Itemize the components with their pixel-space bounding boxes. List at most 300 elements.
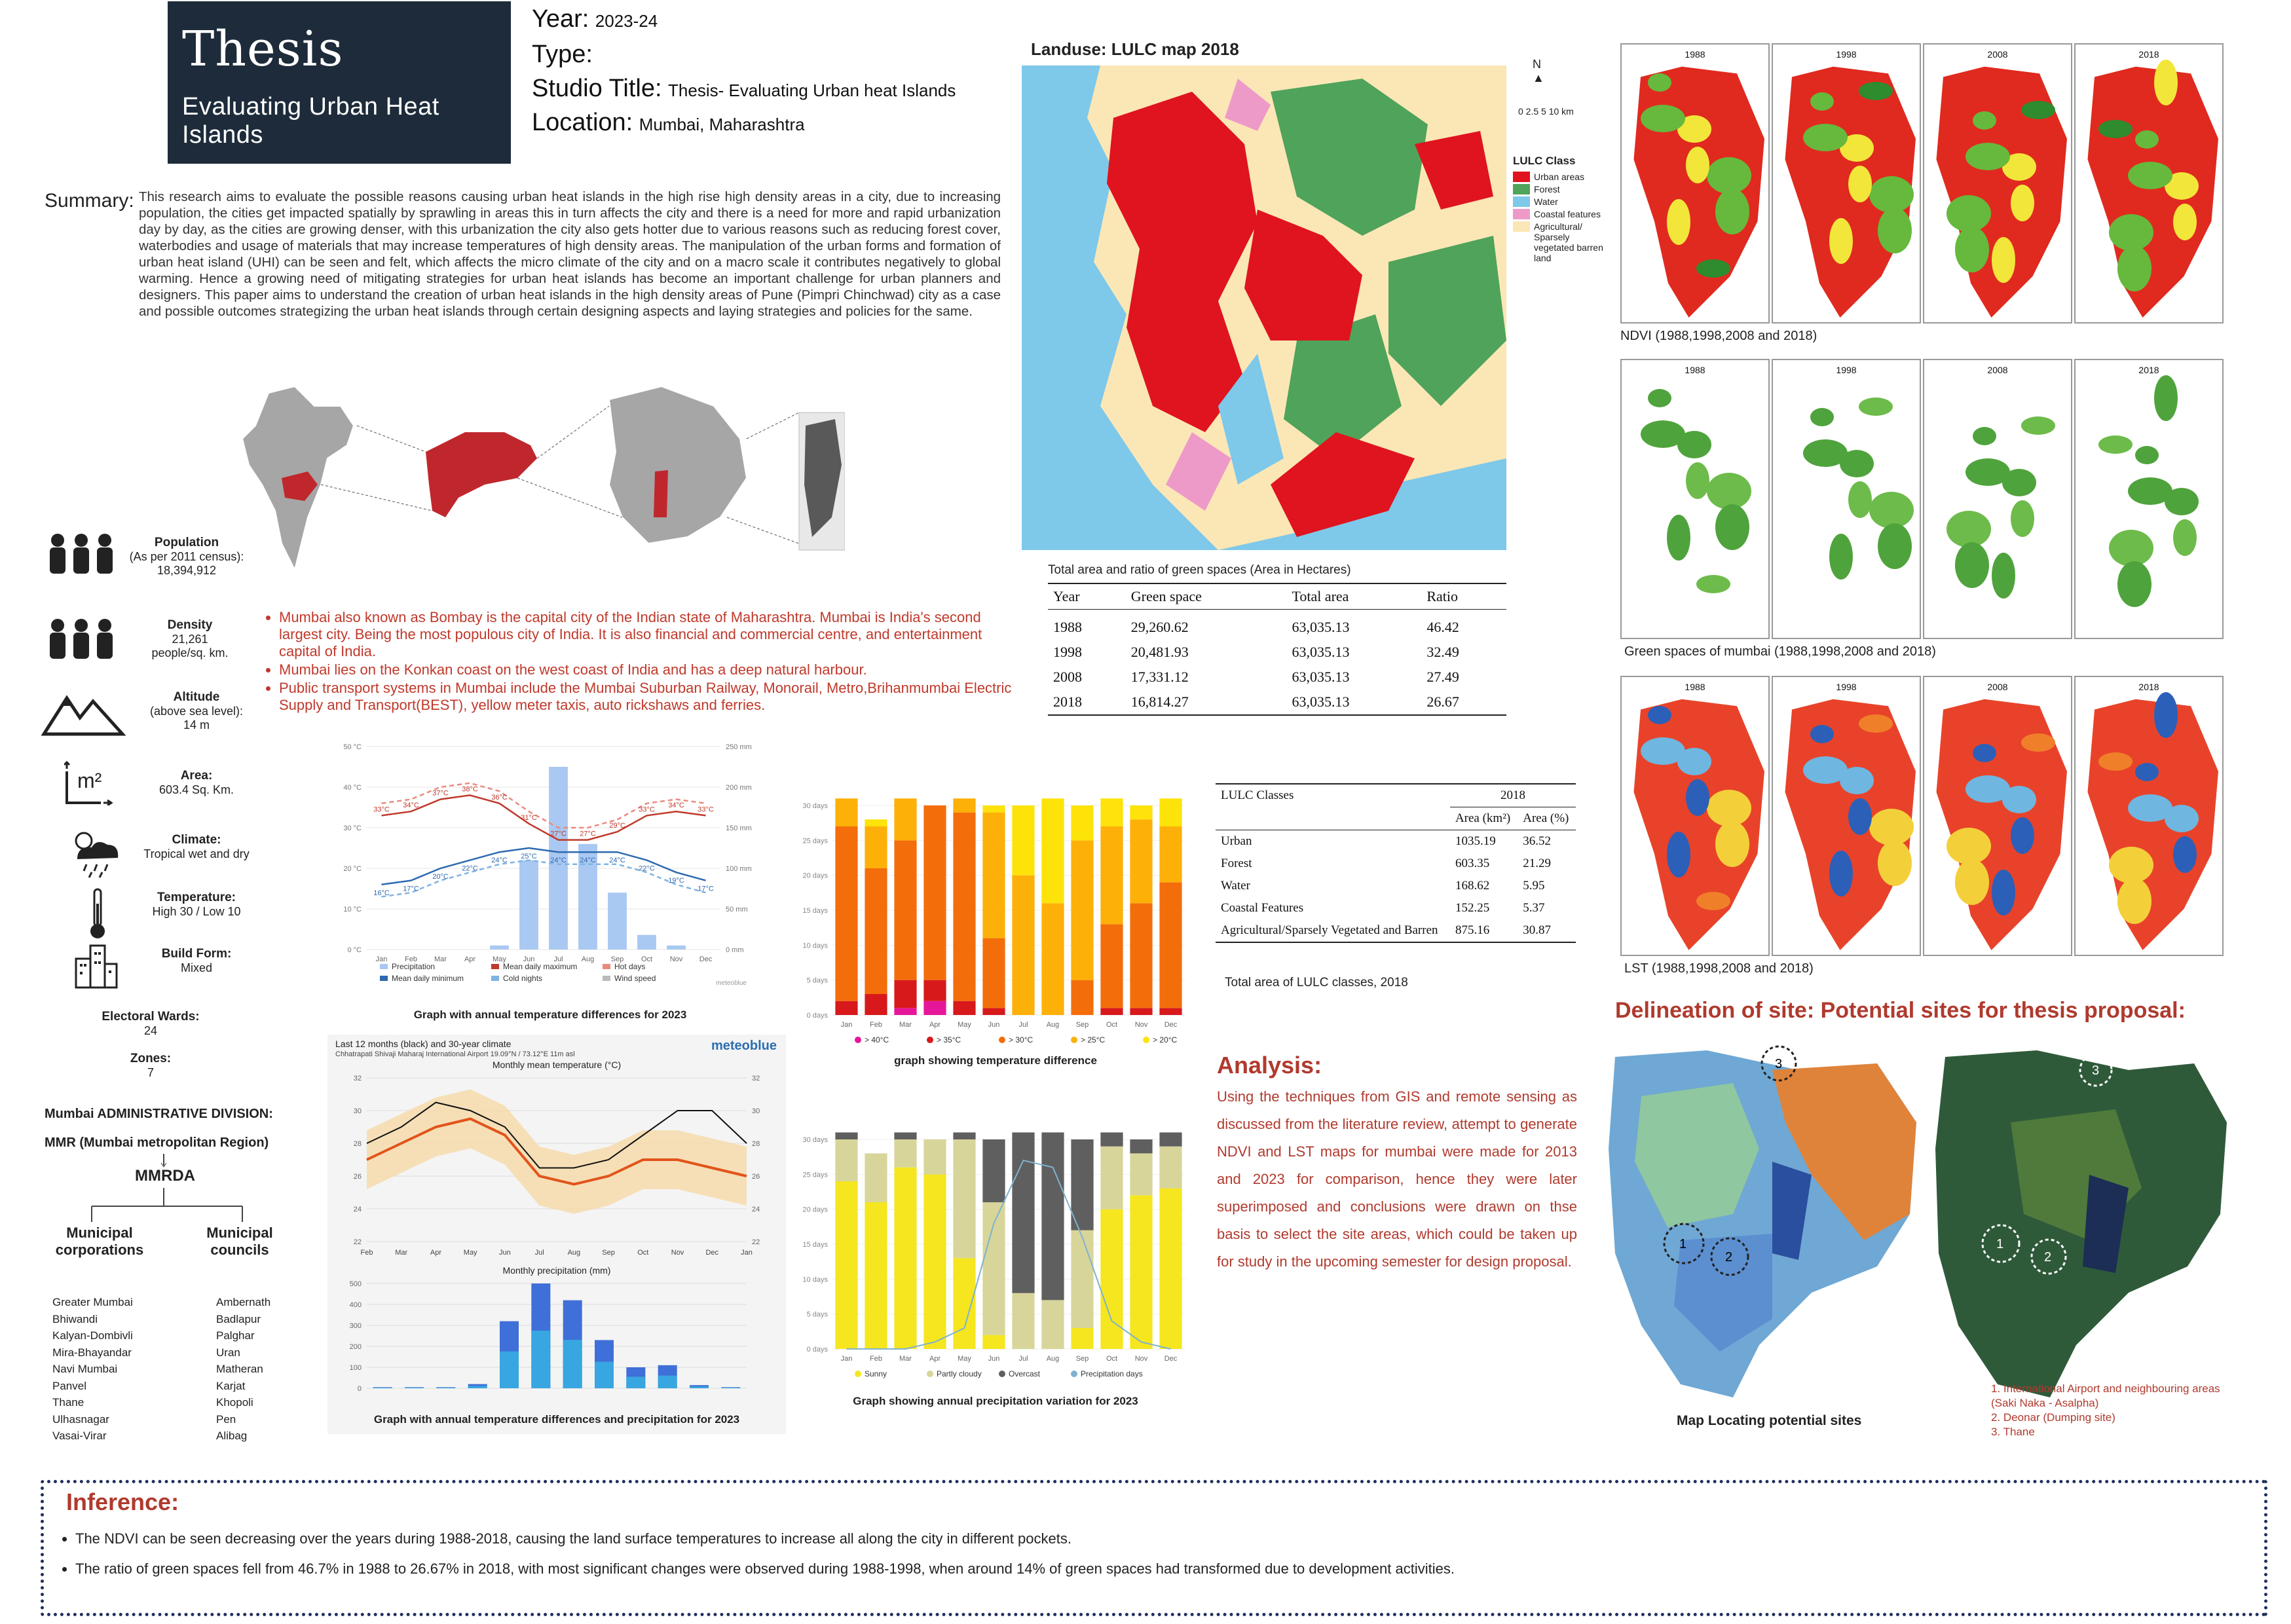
y-tick-label: 0 days <box>806 1346 828 1354</box>
precip-variation-chart <box>792 1126 1199 1414</box>
precip-bar-lower <box>626 1376 645 1388</box>
site-map-lst <box>1602 1044 1923 1411</box>
marker-2: 2 <box>1725 1250 1733 1264</box>
x-tick-label: Aug <box>581 955 595 963</box>
land-patch <box>2109 530 2153 566</box>
climate-chart <box>327 733 773 1021</box>
map-thumbnail <box>1620 43 1770 323</box>
legend-label: > 20°C <box>1153 1035 1178 1044</box>
stack-segment <box>1130 1195 1152 1349</box>
stack-segment <box>1071 840 1093 980</box>
meta-location: Location: Mumbai, Maharashtra <box>532 109 805 136</box>
x-tick-label: Jun <box>499 1249 511 1257</box>
ndvi-maps <box>1620 43 2226 325</box>
stack-segment <box>1130 1139 1152 1153</box>
stack-segment <box>865 1202 887 1349</box>
x-tick-label: Jan <box>840 1355 853 1363</box>
x-tick-label: Dec <box>1164 1355 1178 1363</box>
min-temp-label: 22°C <box>462 864 478 873</box>
max-temp-label: 29°C <box>609 822 625 830</box>
stack-segment <box>1041 1132 1064 1300</box>
meta-year: Year: 2023-24 <box>532 5 658 33</box>
land-patch <box>1878 523 1912 569</box>
land-patch <box>1641 737 1685 765</box>
year-label: 1998 <box>1836 365 1857 375</box>
marker-2-sat: 2 <box>2044 1250 2052 1264</box>
precip-bar-lower <box>563 1340 582 1388</box>
year-label: 2008 <box>1987 365 2008 375</box>
table-row: 1988 29,260.62 63,035.13 46.42 <box>1053 619 1459 635</box>
stack-segment <box>835 1181 857 1349</box>
stack-segment <box>1071 1139 1093 1230</box>
y-tick-label: 10 °C <box>343 906 362 913</box>
min-temp-line <box>382 848 706 885</box>
stack-segment <box>1159 1008 1182 1015</box>
land-patch <box>1829 534 1853 580</box>
land-patch <box>1696 575 1730 593</box>
year-label: 1988 <box>1685 49 1705 60</box>
x-tick-label: Jan <box>840 1021 853 1029</box>
table-row: 2008 17,331.12 63,035.13 27.49 <box>1053 669 1459 685</box>
min-temp-label: 16°C <box>373 889 390 897</box>
legend-swatch <box>999 1371 1005 1377</box>
land-patch <box>1707 790 1751 826</box>
stat-wards: Electoral Wards: 24 <box>102 1010 200 1037</box>
x-tick-label: Jul <box>1018 1021 1028 1029</box>
thermometer-icon <box>88 888 107 940</box>
land-patch <box>1869 176 1914 213</box>
y-tick-label: 10 days <box>802 1276 828 1284</box>
min-temp-label: 24°C <box>609 857 625 865</box>
x-tick-label: May <box>493 955 506 963</box>
precip-bar-lower <box>500 1352 519 1388</box>
council-list: Ambernath Badlapur Palghar Uran Matheran Karjat Khopoli Pen Alibag <box>216 1296 271 1442</box>
precip-variation-caption: Graph showing annual precipitation variation for 2023 <box>853 1395 1138 1407</box>
map-thumbnail <box>1772 359 1921 639</box>
x-tick-label: Feb <box>405 955 417 963</box>
legend-swatch <box>999 1037 1005 1043</box>
x-tick-label: Nov <box>671 1249 684 1257</box>
x-tick-label: Mar <box>395 1249 408 1257</box>
land-patch <box>1955 859 1989 905</box>
meta-studio: Studio Title: Thesis- Evaluating Urban heat Islands <box>532 75 956 102</box>
stack-segment <box>1041 1300 1064 1349</box>
legend-swatch <box>927 1037 933 1043</box>
x-tick-label: Apr <box>929 1021 941 1029</box>
land-patch <box>1848 798 1872 835</box>
stack-segment <box>982 1008 1005 1015</box>
year-label: 2008 <box>1987 682 2008 692</box>
legend-swatch <box>855 1037 861 1043</box>
mean-temp-chart <box>327 1035 786 1434</box>
land-patch <box>2117 561 2151 607</box>
stat-area: Area: 603.4 Sq. Km. <box>158 769 234 796</box>
max-temp-line <box>382 795 706 840</box>
x-tick-label: Aug <box>1046 1021 1060 1029</box>
hot-days-line <box>382 783 706 828</box>
y-tick-label: 100 <box>349 1364 362 1372</box>
stack-segment <box>982 938 1005 1008</box>
x-tick-label: Jun <box>523 955 535 963</box>
stack-segment <box>953 1139 975 1258</box>
title-main: Thesis <box>182 21 344 77</box>
y-tick-label: 200 <box>349 1343 362 1351</box>
land-patch <box>1810 92 1834 111</box>
land-patch <box>2154 375 2178 421</box>
land-patch <box>1715 821 1749 867</box>
x-tick-label: Dec <box>705 1249 719 1257</box>
legend-label: Precipitation <box>392 962 436 971</box>
x-tick-label: Jul <box>534 1249 544 1257</box>
map-thumbnail <box>1772 676 1921 956</box>
year-label: 1998 <box>1836 682 1857 692</box>
land-patch <box>1973 427 1996 445</box>
mumbai-facts <box>262 609 1015 715</box>
legend-swatch <box>1071 1371 1077 1377</box>
y2-tick-label: 200 mm <box>726 784 752 792</box>
land-patch <box>1707 473 1751 509</box>
stack-segment <box>1012 1132 1034 1293</box>
land-patch <box>1648 389 1671 407</box>
legend-label: Precipitation days <box>1081 1369 1143 1378</box>
x-tick-label: Dec <box>1164 1021 1178 1029</box>
stat-temperature: Temperature: High 30 / Low 10 <box>152 891 241 918</box>
land-patch <box>2154 692 2178 738</box>
year-label: 2008 <box>1987 49 2008 60</box>
x-tick-label: Feb <box>360 1249 373 1257</box>
mmr-map <box>609 386 747 544</box>
stat-density: Density 21,261 people/sq. km. <box>151 618 229 659</box>
land-patch <box>1869 809 1914 845</box>
green-table: Year Green space Total area Ratio 1988 29,260.62 63,035.13 46.42 1998 20,481.93 63,035.13 32.49 2008 17,331.12 63,035.13 27.49 2018 16,814.27 63,035.13 26.67 <box>1048 583 1506 716</box>
admin-mmr: MMR (Mumbai metropolitan Region) <box>45 1135 269 1150</box>
max-temp-label: 33°C <box>698 805 714 814</box>
legend-label: Forest <box>1534 184 1560 194</box>
x-tick-label: Aug <box>567 1249 581 1257</box>
x-tick-label: Oct <box>1106 1021 1118 1029</box>
legend-label: Agricultural/ Sparsely vegetated barren land <box>1534 221 1603 263</box>
map-thumbnail <box>1923 676 2072 956</box>
x-tick-label: Apr <box>430 1249 442 1257</box>
y-tick-label: 25 days <box>802 1171 828 1179</box>
legend-item <box>1513 221 1611 263</box>
green-caption: Green spaces of mumbai (1988,1998,2008 and 2018) <box>1624 644 1936 659</box>
land-patch <box>1803 756 1848 784</box>
stack-segment <box>1012 1293 1034 1349</box>
stack-segment <box>1100 798 1123 826</box>
land-patch <box>1992 553 2015 599</box>
legend-item <box>1513 209 1611 219</box>
site-3: 3. Thane <box>1991 1426 2035 1438</box>
land-patch <box>1965 775 2010 803</box>
site-2: 2. Deonar (Dumping site) <box>1991 1411 2115 1424</box>
lst-maps <box>1620 676 2226 959</box>
precip-bar <box>608 893 627 950</box>
y2-tick-label: 100 mm <box>726 865 752 873</box>
legend-item <box>1513 172 1611 182</box>
precip-bar-lower <box>690 1386 709 1388</box>
mean-temp-header: Last 12 months (black) and 30-year climate <box>335 1039 512 1049</box>
max-temp-label: 27°C <box>580 830 596 838</box>
temp-diff-svg <box>792 792 1199 1054</box>
stack-segment <box>1100 1209 1123 1349</box>
land-patch <box>1707 157 1751 194</box>
green-table-title: Total area and ratio of green spaces (Area in Hectares) <box>1048 563 1351 577</box>
y-tick-label: 300 <box>349 1322 362 1330</box>
max-temp-label: 33°C <box>373 805 390 814</box>
land-patch <box>1803 124 1848 151</box>
table-row: Coastal Features 152.25 5.37 <box>1221 901 1545 915</box>
y-tick-label: 30 <box>353 1107 362 1115</box>
x-tick-label: Sep <box>602 1249 615 1257</box>
climate-range-band <box>367 1090 747 1214</box>
stack-segment <box>1012 876 1034 1015</box>
land-patch <box>2135 446 2159 464</box>
x-tick-label: Jan <box>375 955 388 963</box>
temp-diff-caption: graph showing temperature difference <box>894 1054 1097 1067</box>
stack-segment <box>1159 1147 1182 1189</box>
legend-label: Hot days <box>614 962 646 971</box>
stack-segment <box>1100 924 1123 1008</box>
stack-segment <box>923 1139 946 1174</box>
legend-label: > 25°C <box>1081 1035 1106 1044</box>
stack-segment <box>1100 1132 1123 1146</box>
green-space-maps <box>1620 359 2226 640</box>
stack-segment <box>953 813 975 1001</box>
stack-segment <box>1100 1008 1123 1015</box>
stack-segment <box>894 1132 916 1139</box>
land-patch <box>2011 817 2034 854</box>
location-maps <box>242 386 845 576</box>
legend-item <box>1513 184 1611 194</box>
y2-tick-label: 26 <box>752 1173 760 1181</box>
legend-swatch <box>1513 196 1530 207</box>
density-icon <box>45 616 118 661</box>
land-patch <box>1965 458 2010 486</box>
stack-segment <box>1130 805 1152 819</box>
y-tick-label: 20 days <box>802 1206 828 1214</box>
stack-segment <box>1041 798 1064 903</box>
legend-label: Water <box>1534 196 1558 207</box>
marker-3: 3 <box>1775 1057 1783 1071</box>
x-tick-label: Sep <box>610 955 624 963</box>
land-patch <box>1973 111 1996 130</box>
stack-segment <box>865 819 887 826</box>
legend-swatch <box>491 964 499 969</box>
stack-segment <box>1159 826 1182 882</box>
stack-segment <box>894 840 916 980</box>
legend-swatch <box>1513 221 1530 232</box>
land-patch <box>1946 195 1991 232</box>
lulc-scale: 0 2.5 5 10 km <box>1518 106 1574 117</box>
year-label: 2018 <box>2138 49 2159 60</box>
x-tick-label: Mar <box>899 1021 912 1029</box>
y2-tick-label: 50 mm <box>726 906 748 913</box>
year-label: 2018 <box>2138 365 2159 375</box>
y2-tick-label: 250 mm <box>726 743 752 751</box>
map-thumbnail <box>1620 359 1770 639</box>
stack-segment <box>894 1139 916 1168</box>
land-patch <box>1667 199 1690 245</box>
land-patch <box>1667 832 1690 877</box>
maharashtra-map <box>426 432 537 517</box>
map-thumbnail <box>2074 43 2224 323</box>
land-patch <box>1878 208 1912 253</box>
land-patch <box>1955 227 1989 272</box>
inference-point-1: • The NDVI can be seen decreasing over the years during 1988-2018, causing the land surface temperatures to increase all along the city in different pockets. <box>75 1524 1455 1554</box>
legend-label: Cold nights <box>503 974 543 983</box>
stack-segment <box>1130 1153 1152 1195</box>
fact-1: • Mumbai also known as Bombay is the capital city of the Indian state of Maharashtra. Mumbai is India's second largest city. Being the most populous city of India. It is also financial and commercial centre, and entertainment capital of India. <box>279 609 1015 660</box>
temp-diff-chart <box>792 792 1199 1074</box>
lulc-table: LULC Classes 2018 Area (km²) Area (%) Urban 1035.19 36.52 Forest 603.35 21.29 Water 168.62 5.95 Coastal Features 152.25 5.37 Agricultural/Sparsely Vegetated and Barren 875.16 30.87 <box>1216 783 1576 943</box>
precip-bar-lower <box>468 1386 487 1388</box>
x-tick-label: Jul <box>1018 1355 1028 1363</box>
weather-icon <box>64 826 123 879</box>
min-temp-label: 22°C <box>639 864 655 873</box>
admin-tree-lines <box>85 1154 269 1226</box>
precip-bar <box>519 860 538 950</box>
stack-segment <box>1071 1328 1093 1349</box>
land-patch <box>2117 246 2151 291</box>
precip-bar-lower <box>595 1362 614 1388</box>
y-tick-label: 20 days <box>802 872 828 880</box>
stack-segment <box>865 1153 887 1202</box>
map-thumbnail <box>1772 43 1921 323</box>
land-patch <box>1848 166 1872 202</box>
lulc-legend-title: LULC Class <box>1513 155 1576 167</box>
mountain-icon <box>41 692 126 737</box>
land-patch <box>1973 744 1996 762</box>
land-patch <box>2098 120 2133 138</box>
land-patch <box>1686 462 1709 499</box>
stack-segment <box>953 798 975 812</box>
inference-title: Inference: <box>66 1488 179 1515</box>
x-tick-label: Dec <box>699 955 713 963</box>
land-patch <box>1686 779 1709 816</box>
map-thumbnail <box>2074 359 2224 639</box>
stack-segment <box>1041 903 1064 1015</box>
table-row: Urban 1035.19 36.52 <box>1221 834 1551 848</box>
y-tick-label: 0 <box>357 1385 362 1393</box>
land-patch <box>1641 420 1685 448</box>
x-tick-label: Oct <box>637 1249 649 1257</box>
y-tick-label: 28 <box>353 1140 362 1148</box>
land-patch <box>2173 836 2197 873</box>
stack-segment <box>835 826 857 1001</box>
legend-label: Wind speed <box>614 974 656 983</box>
land-patch <box>2135 130 2159 149</box>
precip-bar-lower <box>658 1376 677 1388</box>
buildings-icon <box>73 943 119 989</box>
y-tick-label: 5 days <box>806 1310 828 1319</box>
legend-swatch <box>380 964 388 969</box>
council-title: Municipal councils <box>206 1225 273 1258</box>
stack-segment <box>835 1139 857 1181</box>
meteoblue-logo: meteoblue <box>711 1039 777 1053</box>
min-temp-label: 25°C <box>521 853 537 860</box>
land-patch <box>1859 397 1893 416</box>
y-tick-label: 30 days <box>802 802 828 810</box>
legend-swatch <box>1513 209 1530 219</box>
map-thumbnail <box>2074 676 2224 956</box>
climate-caption: Graph with annual temperature differences for 2023 <box>413 1008 687 1021</box>
x-tick-label: Aug <box>1046 1355 1060 1363</box>
legend-item <box>1513 196 1611 207</box>
monthly-precip-svg <box>327 1277 786 1401</box>
legend-label: Coastal features <box>1534 209 1601 219</box>
legend-swatch <box>1513 184 1530 194</box>
table-row: Agricultural/Sparsely Vegetated and Barren 875.16 30.87 <box>1221 923 1551 937</box>
legend-label: Sunny <box>865 1369 887 1378</box>
land-patch <box>2154 60 2178 105</box>
y-tick-label: 500 <box>349 1280 362 1288</box>
lulc-map <box>1022 65 1506 550</box>
land-patch <box>2128 162 2172 189</box>
legend-label: Mean daily minimum <box>392 974 464 983</box>
stat-climate: Climate: Tropical wet and dry <box>143 833 250 860</box>
stack-segment <box>1159 1132 1182 1146</box>
legend-swatch <box>855 1371 861 1377</box>
stat-altitude: Altitude (above sea level): 14 m <box>149 690 244 731</box>
land-patch <box>1869 492 1914 528</box>
summary-label: Summary: <box>45 190 134 212</box>
site-list <box>1991 1382 2240 1439</box>
marker-1: 1 <box>1679 1237 1687 1251</box>
climate-chart-svg <box>327 733 773 989</box>
y-tick-label: 32 <box>353 1075 362 1082</box>
land-patch <box>1803 439 1848 467</box>
inference-point-2: • The ratio of green spaces fell from 46.7% in 1988 to 26.67% in 2018, with most significant changes were observed during 1988-1998, when around 14% of green spaces had transformed due to development activities. <box>75 1554 1455 1584</box>
table-row: Forest 603.35 21.29 <box>1221 857 1551 870</box>
x-tick-label: Jul <box>553 955 563 963</box>
fact-3: • Public transport systems in Mumbai include the Mumbai Suburban Railway, Monorail, Metro,Brihanmumbai Electric Supply and Transport(BEST), yellow meter taxis, auto rickshaws and ferries. <box>279 680 1015 714</box>
max-temp-label: 33°C <box>639 805 655 814</box>
land-patch <box>1829 851 1853 896</box>
stack-segment <box>1130 1008 1152 1015</box>
site-1: 1. International Airport and neighbouring areas (Saki Naka - Asalpha) <box>1991 1382 2220 1409</box>
stack-segment <box>865 826 887 868</box>
m2-text: m² <box>77 769 102 792</box>
legend-swatch <box>380 976 388 981</box>
lulc-legend <box>1513 155 1611 265</box>
y2-tick-label: 150 mm <box>726 824 752 832</box>
x-tick-label: Sep <box>1075 1355 1089 1363</box>
y-tick-label: 22 <box>353 1238 362 1246</box>
site-map-caption: Map Locating potential sites <box>1677 1413 1862 1428</box>
stack-segment <box>953 1001 975 1015</box>
legend-swatch <box>603 964 610 969</box>
max-temp-label: 37°C <box>432 789 449 798</box>
land-patch <box>2135 763 2159 781</box>
legend-label: > 35°C <box>937 1035 961 1044</box>
x-tick-label: Sep <box>1075 1021 1089 1029</box>
stack-segment <box>894 1008 916 1015</box>
corp-list: Greater Mumbai Bhiwandi Kalyan-Dombivli Mira-Bhayandar Navi Mumbai Panvel Thane Ulhasnagar Vasai-Virar <box>52 1296 133 1442</box>
admin-title: Mumbai ADMINISTRATIVE DIVISION: <box>45 1107 273 1121</box>
x-tick-label: Apr <box>929 1355 941 1363</box>
land-patch <box>1946 828 1991 864</box>
mean-temp-svg <box>327 1071 786 1261</box>
y-tick-label: 400 <box>349 1301 362 1309</box>
land-patch <box>2109 847 2153 883</box>
site-map-satellite <box>1932 1044 2233 1411</box>
x-tick-label: Oct <box>1106 1355 1118 1363</box>
x-tick-label: Jan <box>741 1249 753 1257</box>
x-tick-label: Jun <box>988 1021 1000 1029</box>
legend-label: Urban areas <box>1534 172 1585 182</box>
stack-segment <box>865 994 887 1015</box>
